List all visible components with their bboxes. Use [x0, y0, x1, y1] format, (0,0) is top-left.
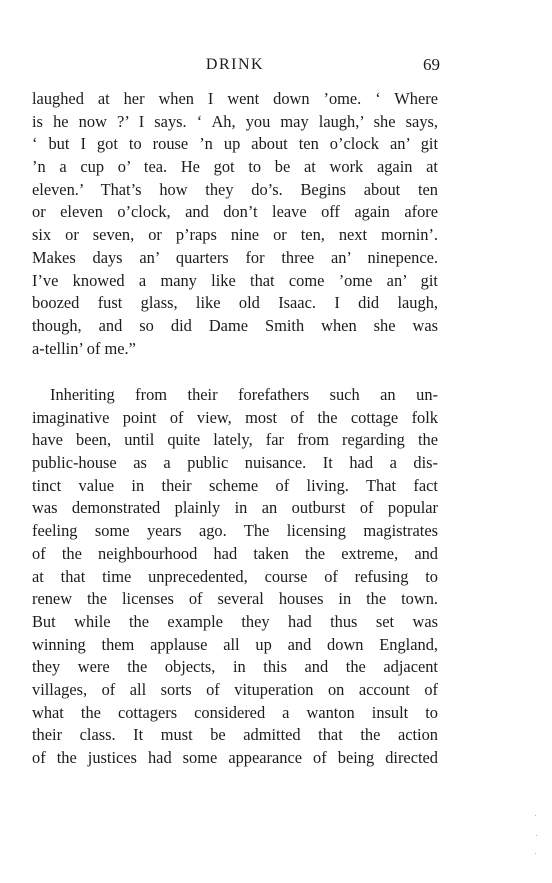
text-line: of the justices had some appearance of being directed	[32, 748, 438, 767]
text-line: a-tellin’ of me.”	[32, 338, 136, 358]
text-line: I’ve knowed a many like that come ’ome an’ git	[32, 270, 438, 290]
paragraph-2	[32, 384, 438, 770]
text-line: six or seven, or p’raps nine or ten, next mornin’.	[32, 225, 438, 245]
scan-specks	[534, 815, 538, 855]
text-line: ‘ but I got to rouse ’n up about ten o’clock an’ git	[32, 134, 438, 154]
text-line: villages, of all sorts of vituperation on account of	[32, 679, 438, 699]
text-line: But while the example they had thus set was	[32, 611, 438, 631]
text-line: renew the licenses of several houses in the town.	[32, 589, 438, 609]
text-line: tinct value in their scheme of living. That fact	[32, 475, 438, 495]
text-line: of the neighbourhood had taken the extreme, and	[32, 543, 438, 563]
text-line: Inheriting from their forefathers such an un-	[50, 385, 438, 404]
text-line: at that time unprecedented, course of refusing to	[32, 566, 438, 586]
page-number: 69	[423, 55, 440, 74]
text-line: or eleven o’clock, and don’t leave off again afore	[32, 202, 438, 222]
paragraph-1	[32, 88, 438, 360]
text-line: though, and so did Dame Smith when she was	[32, 315, 438, 335]
text-line: eleven.’ That’s how they do’s. Begins about ten	[32, 179, 438, 199]
text-line: is he now ?’ I says. ‘ Ah, you may laugh,’ she says,	[32, 111, 438, 131]
text-line: winning them applause all up and down England,	[32, 634, 438, 654]
text-line: laughed at her when I went down ’ome. ‘ Where	[32, 89, 438, 108]
text-line: ’n a cup o’ tea. He got to be at work again at	[32, 157, 438, 177]
text-line: Makes days an’ quarters for three an’ ninepence.	[32, 247, 438, 267]
running-head	[30, 53, 440, 77]
text-line: imaginative point of view, most of the cottage folk	[32, 407, 438, 427]
text-line: feeling some years ago. The licensing magistrates	[32, 521, 438, 541]
text-line: was demonstrated plainly in an outburst of popular	[32, 498, 438, 518]
chapter-title: DRINK	[205, 56, 265, 73]
text-line: have been, until quite lately, far from regarding the	[32, 430, 438, 450]
text-line: boozed fust glass, like old Isaac. I did laugh,	[32, 293, 438, 313]
text-line: public-house as a public nuisance. It had a dis-	[32, 453, 438, 473]
text-line: what the cottagers considered a wanton insult to	[32, 702, 438, 722]
text-line: their class. It must be admitted that the action	[32, 725, 438, 745]
text-line: they were the objects, in this and the adjacent	[32, 657, 438, 677]
